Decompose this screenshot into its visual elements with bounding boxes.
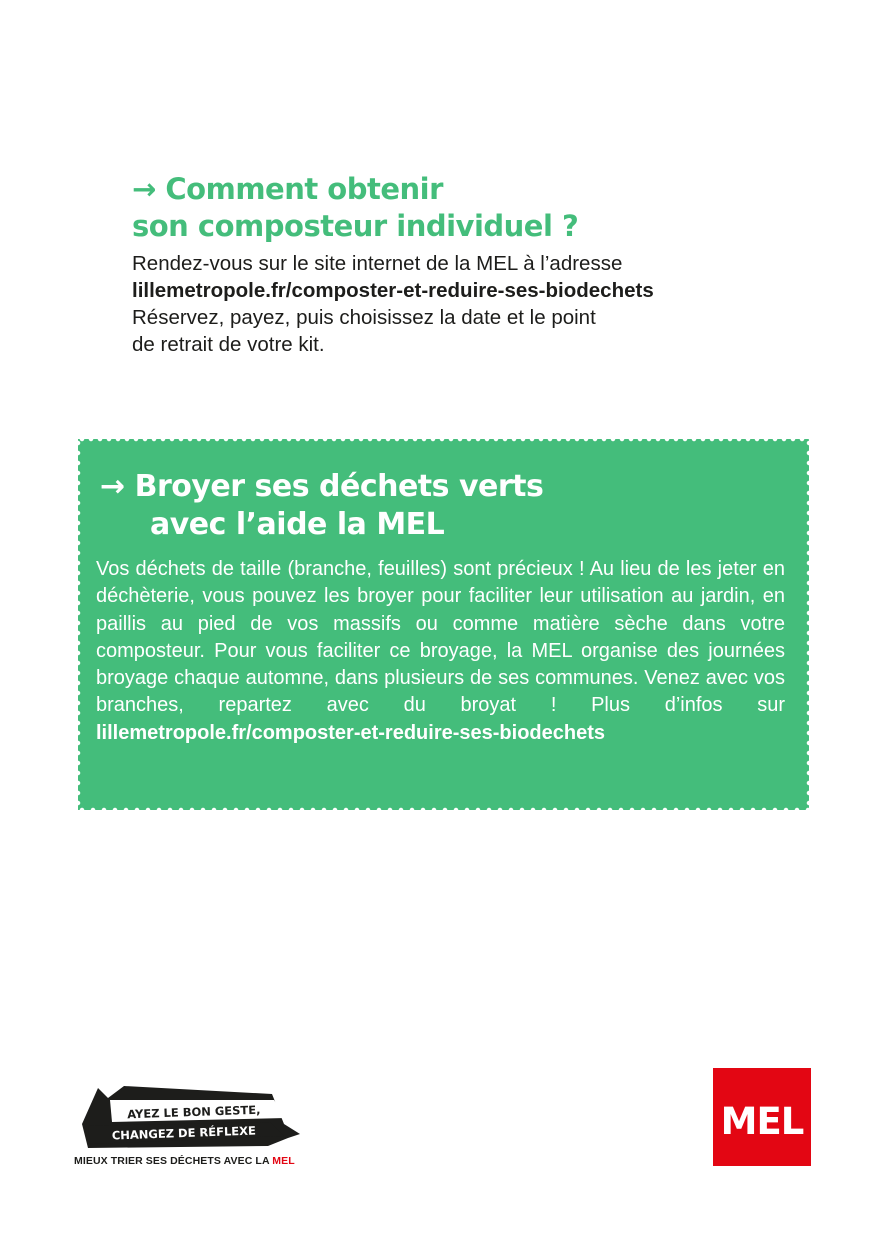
green-waste-box — [78, 439, 809, 810]
tagline-text: MIEUX TRIER SES DÉCHETS AVEC LA — [74, 1155, 270, 1167]
compost-line2: Réservez, payez, puis choisissez la date et le point — [132, 306, 596, 329]
box-torn-edge-left — [75, 439, 81, 810]
box-torn-edge-right — [806, 439, 812, 810]
badge-line2: CHANGEZ DE RÉFLEXE — [111, 1123, 257, 1143]
campaign-badge — [74, 1078, 304, 1170]
compost-heading-line1: → Comment obtenir — [132, 172, 443, 206]
compost-text — [132, 250, 792, 358]
green-waste-heading — [100, 468, 543, 544]
compost-heading-line2: son composteur individuel ? — [132, 209, 579, 243]
campaign-tagline — [74, 1155, 295, 1167]
green-waste-heading-line2: avec l’aide la MEL — [150, 507, 445, 542]
green-waste-text — [96, 556, 785, 747]
box-torn-edge-top — [78, 436, 809, 442]
green-waste-link[interactable]: lillemetropole.fr/composter-et-reduire-ses-biodechets — [96, 721, 606, 744]
green-waste-heading-line1: → Broyer ses déchets verts — [100, 469, 544, 504]
green-waste-body: Vos déchets de taille (branche, feuilles) sont précieux ! Au lieu de les jeter en déchèterie, vous pouvez les broyer pour faciliter leur utilisation au jardin, en paillis au pied de vos massifs ou comme matière sèche dans votre composteur. Pour vous faciliter ce broyage, la MEL organise des journées broyage chaque automne, dans plusieurs de ses communes. Venez avec vos branches, repartez avec du broyat ! Plus d’infos sur — [96, 558, 785, 717]
mel-logo-text: MEL — [720, 1099, 804, 1143]
section-compost — [132, 171, 792, 358]
campaign-banner-icon — [74, 1078, 304, 1152]
compost-link[interactable]: lillemetropole.fr/composter-et-reduire-ses-biodechets — [132, 279, 654, 302]
tagline-mel: MEL — [272, 1155, 295, 1167]
badge-line1: AYEZ LE BON GESTE, — [126, 1102, 261, 1122]
compost-line1: Rendez-vous sur le site internet de la MEL à l’adresse — [132, 252, 623, 275]
box-torn-edge-bottom — [78, 807, 809, 813]
compost-heading — [132, 171, 792, 245]
compost-line3: de retrait de votre kit. — [132, 333, 325, 356]
mel-logo — [713, 1068, 811, 1166]
